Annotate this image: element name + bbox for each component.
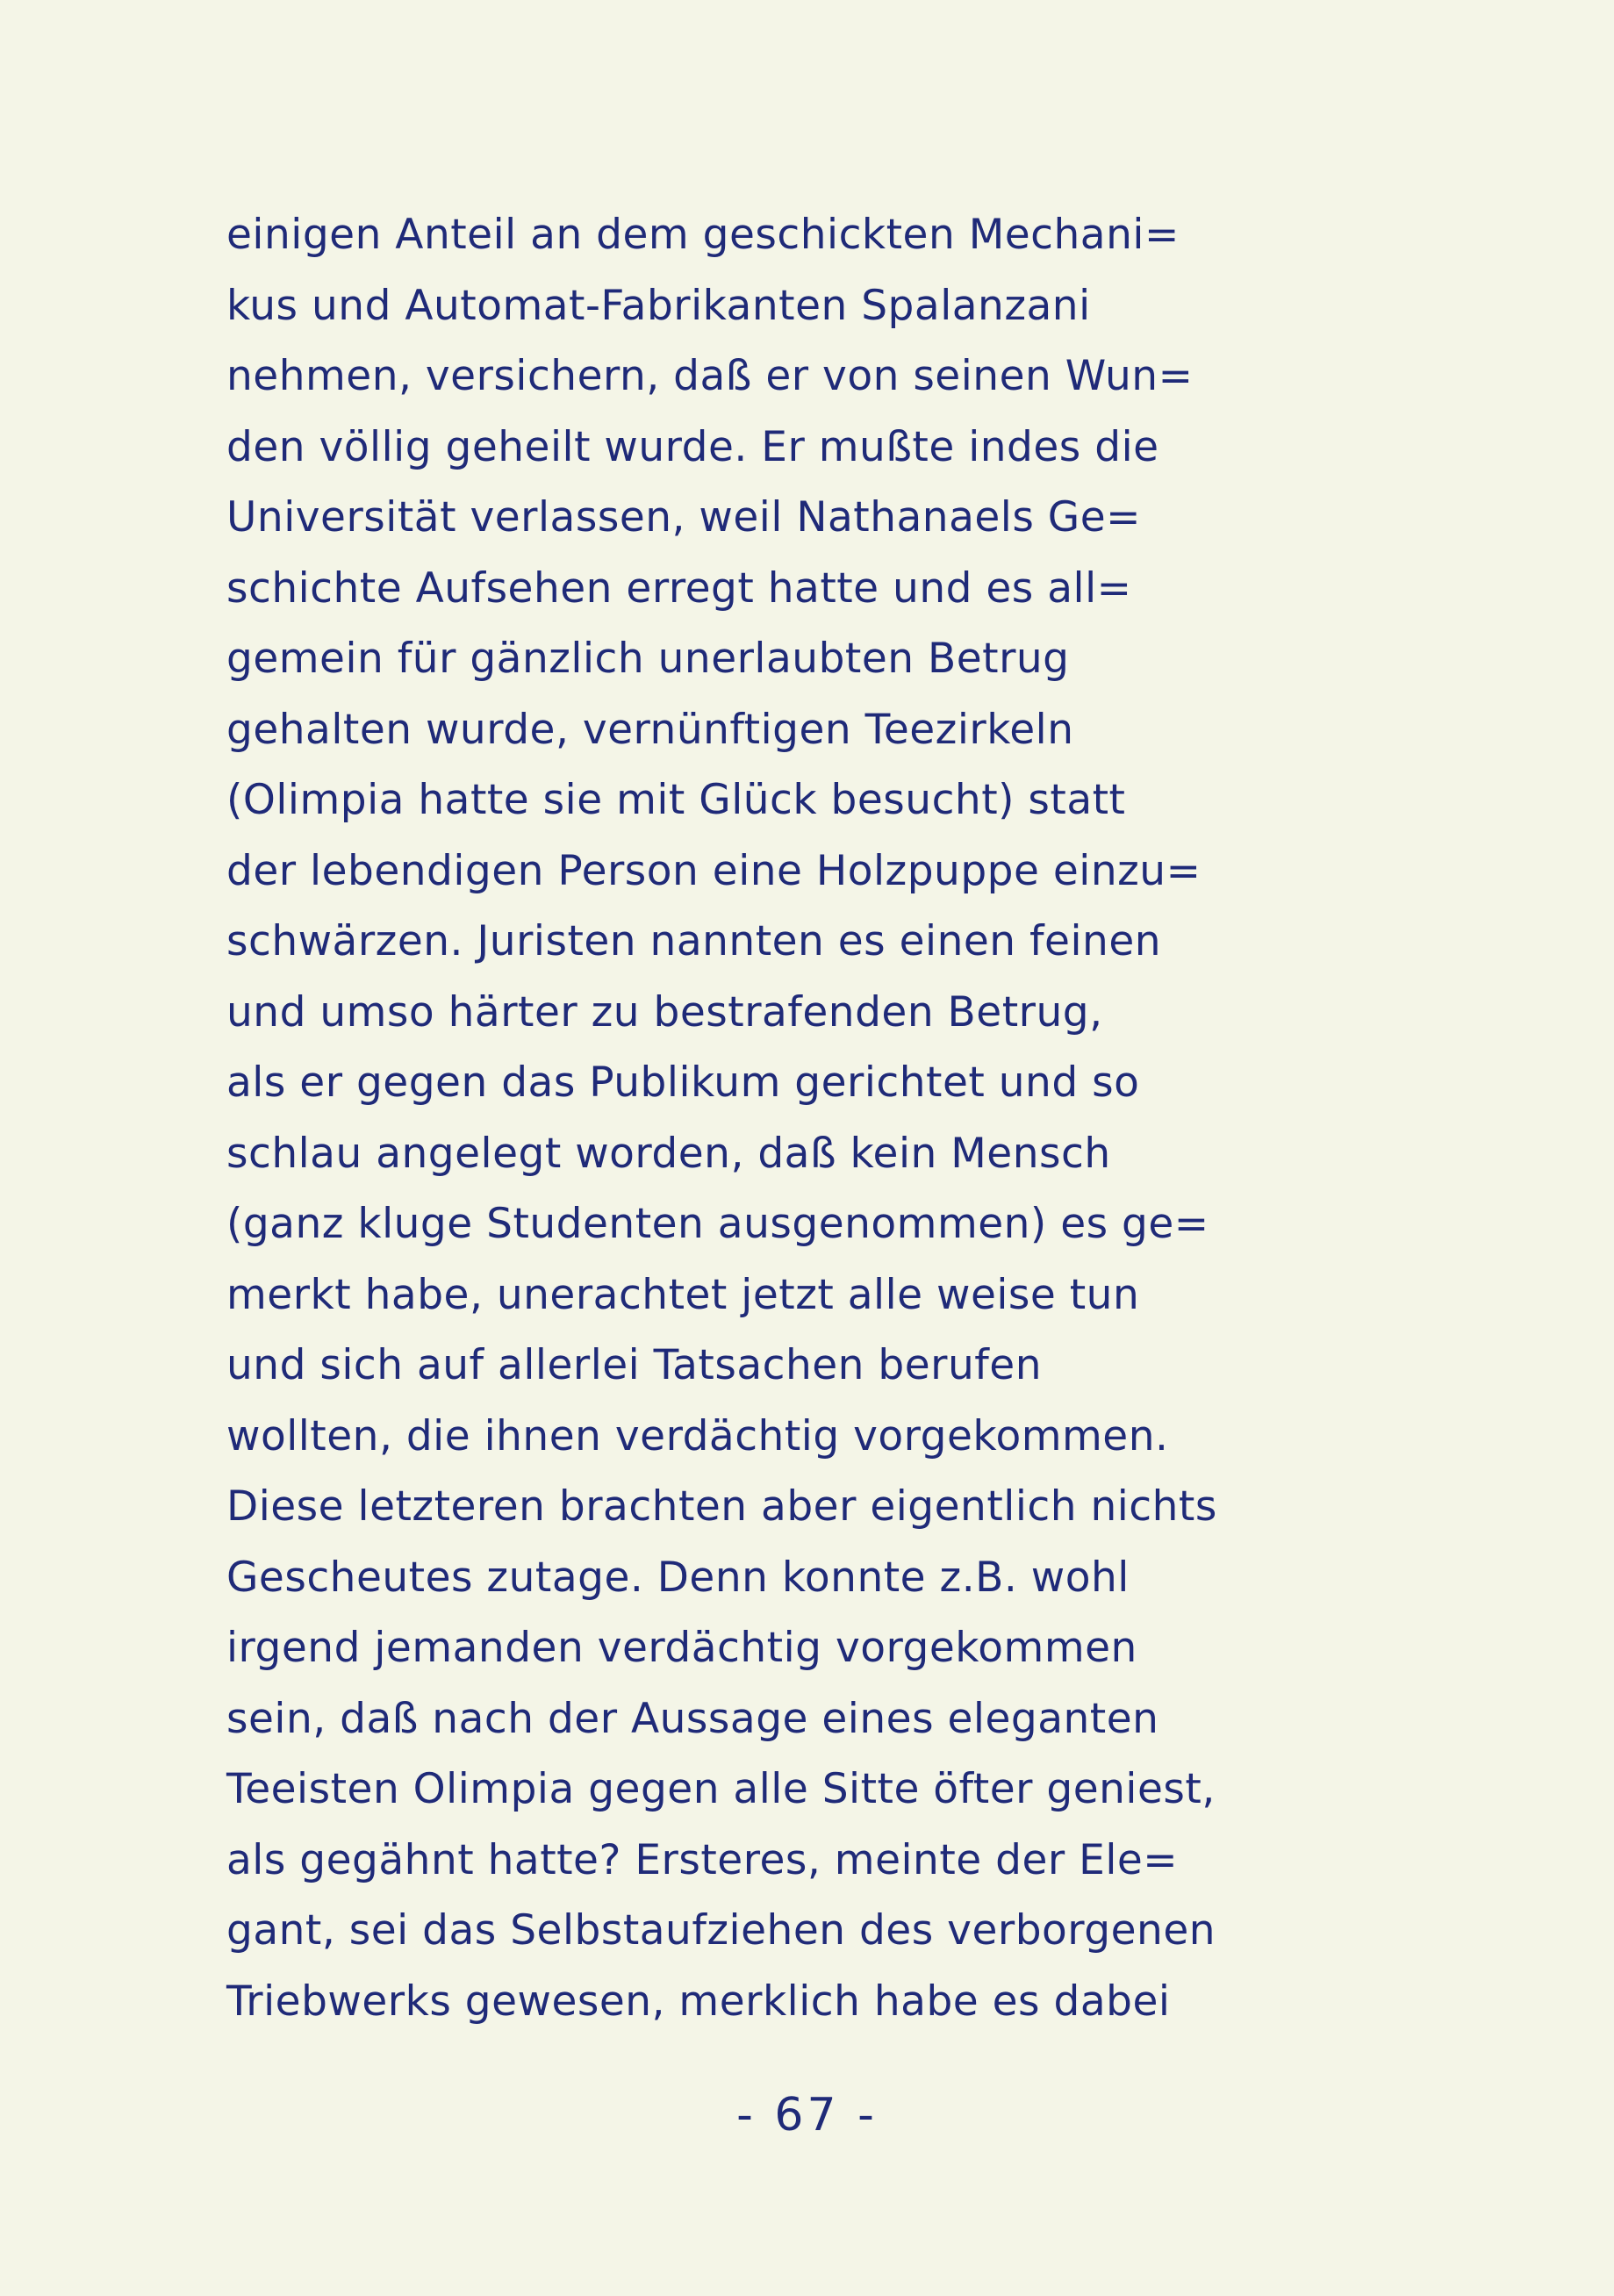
text-line: und umso härter zu bestrafenden Betrug, [226, 987, 1103, 1037]
text-line: sein, daß nach der Aussage eines eleganten [226, 1694, 1159, 1743]
text-line: einigen Anteil an dem geschickten Mechani= [226, 211, 1180, 259]
text-line: der lebendigen Person eine Holzpuppe einzu= [226, 846, 1202, 895]
text-line: Universität verlassen, weil Nathanaels Ge= [226, 493, 1142, 542]
text-line: als gegähnt hatte? Ersteres, meinte der Ele= [226, 1835, 1179, 1884]
text-line: Triebwerks gewesen, merklich habe es dabei [226, 1977, 1171, 2026]
text-line: nehmen, versichern, daß er von seinen Wun= [226, 352, 1194, 400]
text-line: Gescheutes zutage. Denn konnte z.B. wohl [226, 1553, 1130, 1602]
text-line: den völlig geheilt wurde. Er mußte indes die [226, 422, 1159, 471]
text-line: Teeisten Olimpia gegen alle Sitte öfter geniest, [226, 1765, 1216, 1813]
page-number: - 67 - [736, 2089, 878, 2142]
handwritten-text-block [226, 200, 1438, 2037]
text-line: irgend jemanden verdächtig vorgekommen [226, 1624, 1137, 1672]
text-line: merkt habe, unerachtet jetzt alle weise tun [226, 1270, 1140, 1319]
text-line: als er gegen das Publikum gerichtet und so [226, 1058, 1140, 1107]
text-line: Diese letzteren brachten aber eigentlich nichts [226, 1482, 1217, 1531]
text-line: schlau angelegt worden, daß kein Mensch [226, 1129, 1111, 1178]
text-line: und sich auf allerlei Tatsachen berufen [226, 1341, 1043, 1389]
text-line: gant, sei das Selbstaufziehen des verborgenen [226, 1906, 1216, 1955]
text-line: kus und Automat-Fabrikanten Spalanzani [226, 281, 1091, 330]
text-line: (ganz kluge Studenten ausgenommen) es ge= [226, 1200, 1209, 1248]
text-line: schichte Aufsehen erregt hatte und es all= [226, 563, 1132, 613]
text-line: schwärzen. Juristen nannten es einen feinen [226, 917, 1162, 965]
text-line: gehalten wurde, vernünftigen Teezirkeln [226, 705, 1074, 754]
text-line: gemein für gänzlich unerlaubten Betrug [226, 635, 1070, 683]
text-line: wollten, die ihnen verdächtig vorgekommen. [226, 1411, 1169, 1460]
text-line: (Olimpia hatte sie mit Glück besucht) statt [226, 776, 1126, 824]
